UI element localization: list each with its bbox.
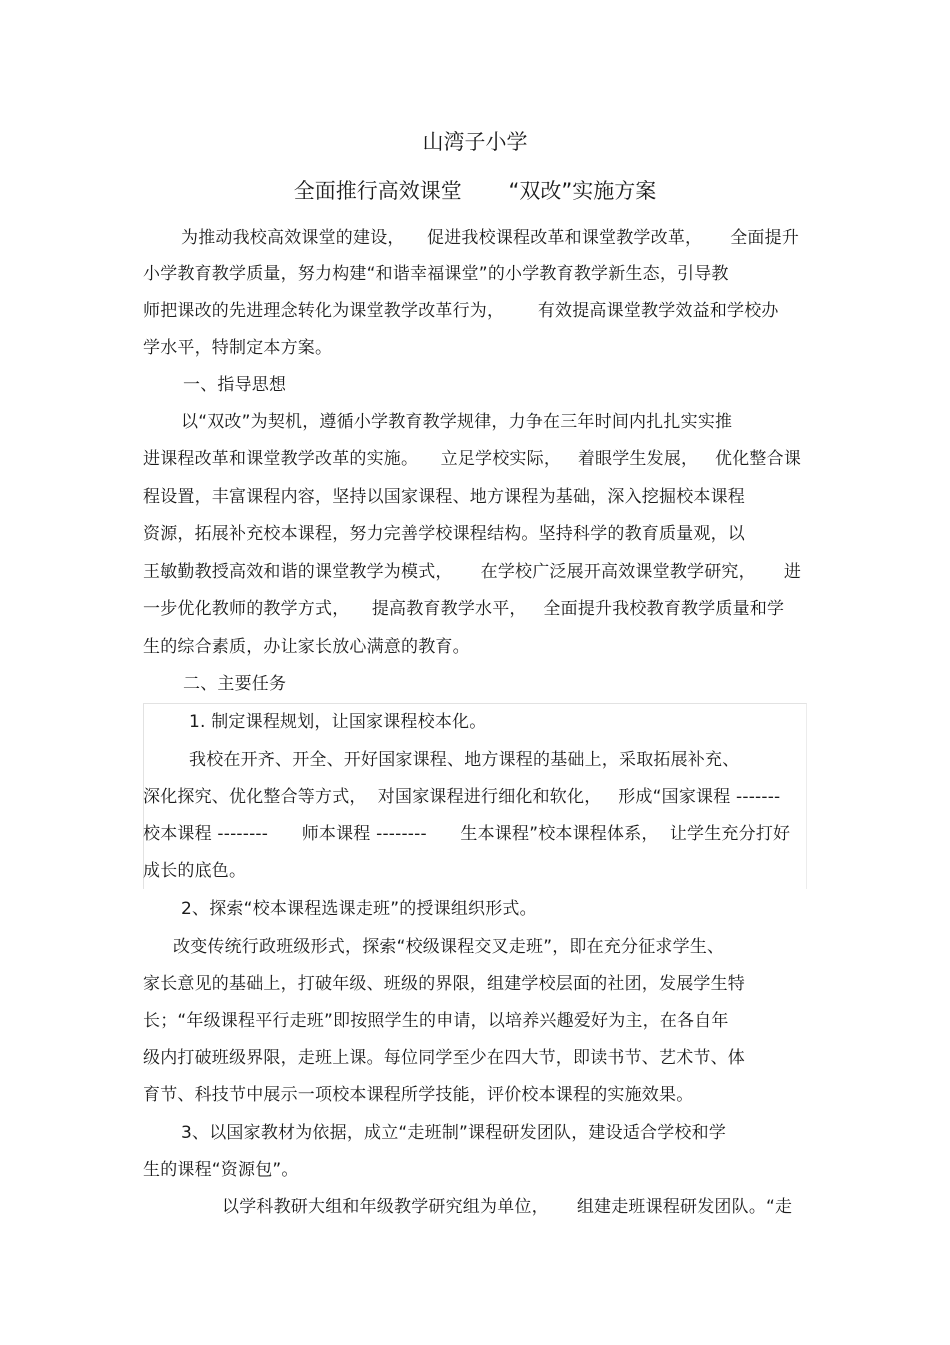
paragraph-line: 深化探究、优化整合等方式， 对国家课程进行细化和软化， 形成“国家课程 ------- [143,787,781,807]
paragraph-line: 育节、科技节中展示一项校本课程所学技能，评价校本课程的实施效果。 [143,1085,694,1105]
paragraph-line: 一步优化教师的教学方式， 提高教育教学水平， 全面提升我校教育教学质量和学 [143,599,785,619]
subsection-heading: 2、探索“校本课程选课走班”的授课组织形式。 [181,899,537,919]
subsection-heading: 1. 制定课程规划，让国家课程校本化。 [189,712,487,732]
paragraph-line: 以“双改”为契机，遵循小学教育教学规律，力争在三年时间内扎扎实实推 [181,412,733,432]
paragraph-line: 生的课程“资源包”。 [143,1160,299,1180]
paragraph-line: 以学科教研大组和年级教学研究组为单位， 组建走班课程研发团队。“走 [222,1197,793,1217]
section-heading: 二、主要任务 [183,674,287,694]
school-name: 山湾子小学 [422,130,528,154]
paragraph-line: 改变传统行政班级形式，探索“校级课程交叉走班”，即在充分征求学生、 [173,937,725,957]
paragraph-line: 师把课改的先进理念转化为课堂教学改革行为， 有效提高课堂教学效益和学校办 [143,301,779,321]
paragraph-line: 进课程改革和课堂教学改革的实施。 立足学校实际， 着眼学生发展， 优化整合课 [143,449,802,469]
document-title: 全面推行高效课堂 “双改”实施方案 [293,179,657,203]
paragraph-line: 级内打破班级界限，走班上课。每位同学至少在四大节，即读书节、艺术节、体 [143,1048,745,1068]
paragraph-line: 生的综合素质，办让家长放心满意的教育。 [143,637,470,657]
paragraph-line: 校本课程 -------- 师本课程 -------- 生本课程”校本课程体系， 让学生充分打好 [143,824,791,844]
paragraph-line: 家长意见的基础上，打破年级、班级的界限，组建学校层面的社团，发展学生特 [143,974,745,994]
paragraph-line: 资源，拓展补充校本课程，努力完善学校课程结构。坚持科学的教育质量观，以 [143,524,745,544]
paragraph-line: 为推动我校高效课堂的建设， 促进我校课程改革和课堂教学改革， 全面提升 [181,228,800,248]
section-heading: 一、指导思想 [183,375,287,395]
subsection-heading: 3、以国家教材为依据，成立“走班制”课程研发团队，建设适合学校和学 [181,1123,727,1143]
paragraph-line: 成长的底色。 [143,861,247,881]
paragraph-line: 我校在开齐、开全、开好国家课程、地方课程的基础上，采取拓展补充、 [189,750,740,770]
paragraph-line: 王敏勤教授高效和谐的课堂教学为模式， 在学校广泛展开高效课堂教学研究， 进 [143,562,802,582]
paragraph-line: 程设置，丰富课程内容，坚持以国家课程、地方课程为基础，深入挖掘校本课程 [143,487,745,507]
paragraph-line: 学水平，特制定本方案。 [143,338,333,358]
paragraph-line: 小学教育教学质量，努力构建“和谐幸福课堂”的小学教育教学新生态，引导教 [143,264,729,284]
paragraph-line: 长；“年级课程平行走班”即按照学生的申请，以培养兴趣爱好为主，在各自年 [143,1011,729,1031]
